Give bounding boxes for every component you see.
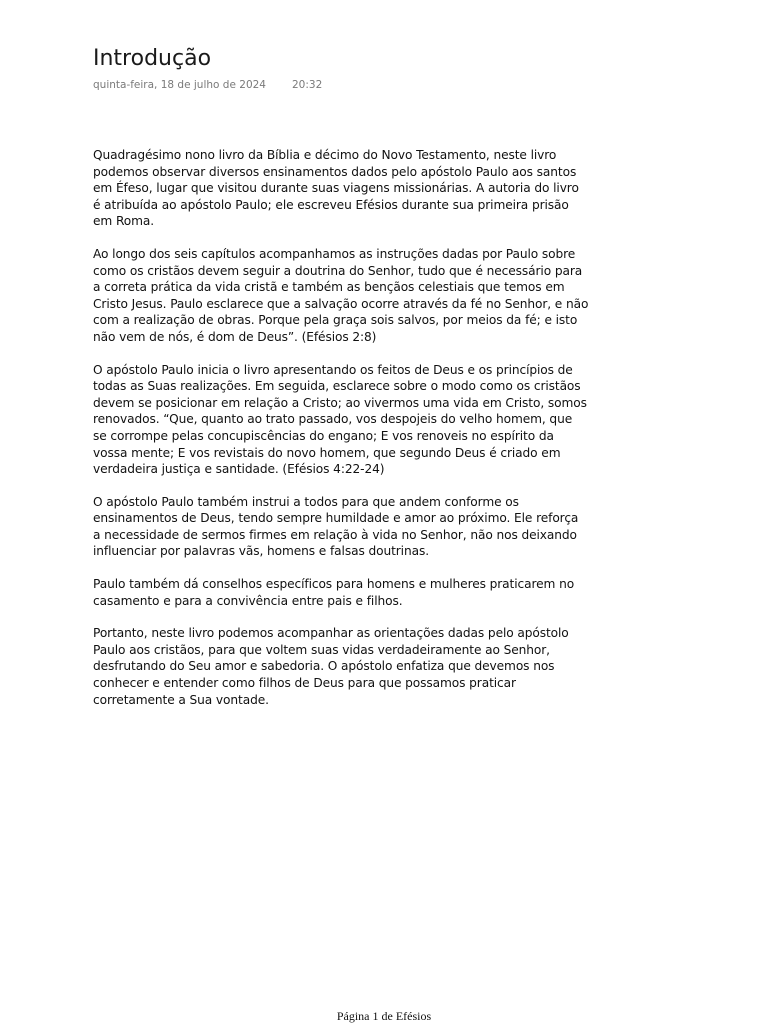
page-time: 20:32 — [291, 79, 323, 91]
page-metadata — [93, 78, 322, 92]
body-paragraph: Ao longo dos seis capítulos acompanhamos as instruções dadas por Paulo sobre como os cristãos devem seguir a doutrina do Senhor, tudo que é necessário para a correta prática da vida cristã e também as bençãos celestiais que temos em Cristo Jesus. Paulo esclarece que a salvação ocorre através da fé no Senhor, e não com a realização de obras. Porque pela graça sois salvos, por meios da fé; e isto não vem de nós, é dom de Deus”. (Efésios 2:8) — [93, 246, 589, 344]
page-body — [93, 147, 589, 724]
body-paragraph: Portanto, neste livro podemos acompanhar as orientações dadas pelo apóstolo Paulo aos cristãos, para que voltem suas vidas verdadeiramente ao Senhor, desfrutando do Seu amor e sabedoria. O apóstolo enfatiza que devemos nos conhecer e entender como filhos de Deus para que possamos praticar corretamente a Sua vontade. — [93, 626, 569, 707]
body-paragraph: Paulo também dá conselhos específicos para homens e mulheres praticarem no casamento e para a convivência entre pais e filhos. — [93, 577, 575, 608]
body-paragraph: O apóstolo Paulo também instrui a todos para que andem conforme os ensinamentos de Deus, tendo sempre humildade e amor ao próximo. Ele reforça a necessidade de sermos firmes em relação à vida no Senhor, não nos deixando influenciar por palavras vãs, homens e falsas doutrinas. — [93, 494, 579, 559]
page-footer: Página 1 de Efésios — [336, 1009, 432, 1023]
body-paragraph: O apóstolo Paulo inicia o livro apresentando os feitos de Deus e os princípios de todas as Suas realizações. Em seguida, esclarece sobre o modo como os cristãos devem se posicionar em relação a Cristo; ao vivermos uma vida em Cristo, somos renovados. “Que, quanto ao trato passado, vos despojeis do velho homem, que se corrompe pelas concupiscências do engano; E vos renoveis no espírito da vossa mente; E vos revistais do novo homem, que segundo Deus é criado em verdadeira justiça e santidade. (Efésios 4:22-24) — [93, 362, 587, 477]
body-paragraph: Quadragésimo nono livro da Bíblia e décimo do Novo Testamento, neste livro podemos observar diversos ensinamentos dados pelo apóstolo Paulo aos santos em Éfeso, lugar que visitou durante suas viagens missionárias. A autoria do livro é atribuída ao apóstolo Paulo; ele escreveu Efésios durante sua primeira prisão em Roma. — [93, 148, 579, 229]
page-title: Introdução — [93, 46, 212, 71]
page-date: quinta-feira, 18 de julho de 2024 — [93, 79, 266, 91]
